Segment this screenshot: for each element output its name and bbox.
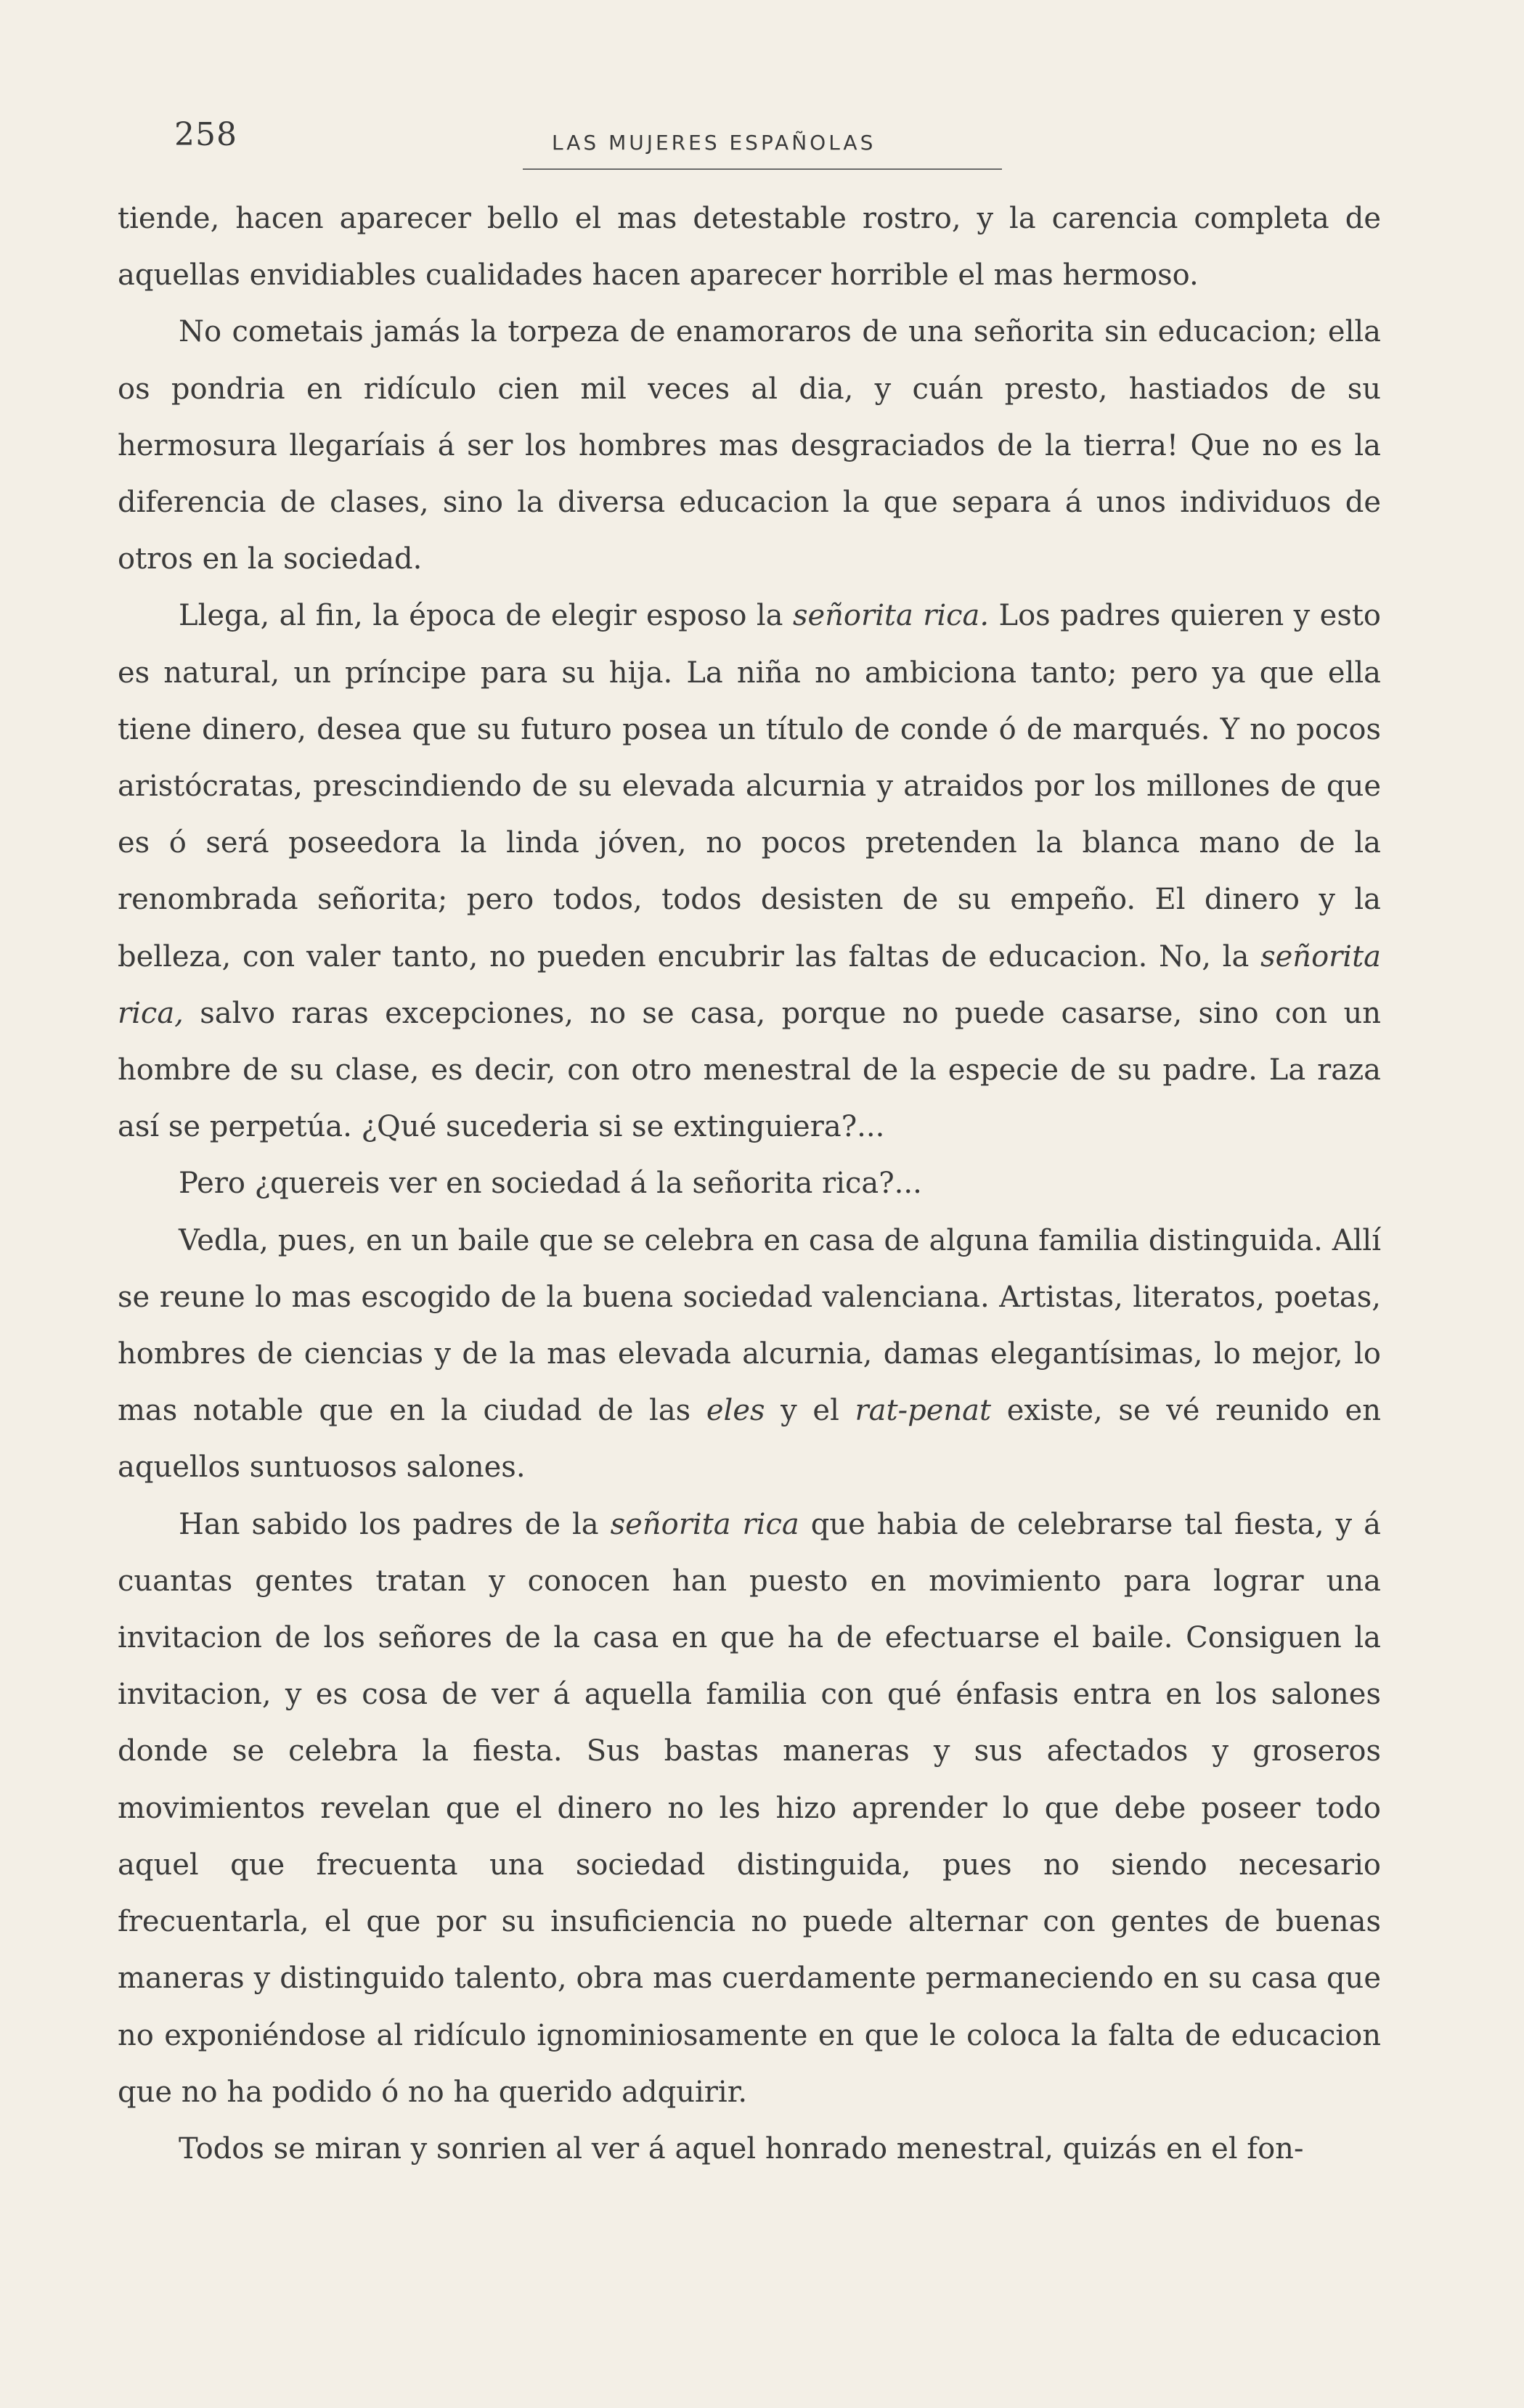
- paragraph: [118, 587, 1381, 1155]
- paragraph-text: Vedla, pues, en un baile que se celebra en casa de alguna familia distinguida. Allí se reune lo mas escogido de la buena sociedad valenciana. Artistas, literatos, poetas, hombres de ciencias y de la mas elevada alcurnia, damas elegantísimas, lo mejor, lo mas notable que en la ciudad de las: [118, 1223, 1381, 1428]
- italic-phrase: rat-penat: [855, 1394, 992, 1428]
- italic-phrase: señorita rica,: [118, 939, 1381, 1030]
- italic-phrase: señorita rica.: [792, 599, 990, 633]
- paragraph-text: tiende, hacen aparecer bello el mas detestable rostro, y la carencia completa de aquellas envidiables cualidades hacen aparecer horrible el mas hermoso.: [118, 202, 1381, 293]
- italic-phrase: eles: [706, 1394, 765, 1428]
- paragraph-text: No cometais jamás la torpeza de enamoraros de una señorita sin educacion; ella os pondria en ridículo cien mil veces al dia, y cuán presto, hastiados de su hermosura llegaríais á ser los hombres mas desgraciados de la tierra! Que no es la diferencia de clases, sino la diversa educacion la que separa á unos individuos de otros en la sociedad.: [118, 315, 1381, 576]
- paragraph: [118, 1155, 1381, 1212]
- paragraph-text: y el: [765, 1394, 855, 1428]
- paragraph-text: salvo raras excepciones, no se casa, porque no puede casarse, sino con un hombre de su clase, es decir, con otro menestral de la especie de su padre. La raza así se perpetúa. ¿Qué sucederia si se extinguiera?...: [118, 996, 1381, 1144]
- running-title: LAS MUJERES ESPAÑOLAS: [552, 131, 876, 155]
- paragraph: [118, 1496, 1381, 2121]
- paragraph: [118, 2121, 1381, 2177]
- paragraph: [118, 1212, 1381, 1496]
- page-header: [0, 116, 1524, 174]
- body-text: [118, 190, 1381, 2177]
- paragraph-text: Todos se miran y sonrien al ver á aquel honrado menestral, quizás en el fon-: [179, 2131, 1304, 2166]
- paragraph-text: Pero ¿quereis ver en sociedad á la señorita rica?...: [179, 1167, 922, 1201]
- italic-phrase: señorita rica: [610, 1507, 799, 1541]
- paragraph-text: Los padres quieren y esto es natural, un príncipe para su hija. La niña no ambiciona tanto; pero ya que ella tiene dinero, desea que su futuro posea un título de conde ó de marqués. Y no pocos aristócratas, prescindiendo de su elevada alcurnia y atraidos por los millones de que es ó será poseedora la linda jóven, no pocos pretenden la blanca mano de la renombrada señorita; pero todos, todos desisten de su empeño. El dinero y la belleza, con valer tanto, no pueden encubrir las faltas de educacion. No, la: [118, 599, 1382, 974]
- page-number: 258: [174, 116, 237, 153]
- paragraph: [118, 303, 1381, 587]
- paragraph-text: existe, se vé reunido en aquellos suntuosos salones.: [118, 1394, 1381, 1485]
- paragraph-text: que habia de celebrarse tal fiesta, y á cuantas gentes tratan y conocen han puesto en movimiento para lograr una invitacion de los señores de la casa en que ha de efectuarse el baile. Consiguen la invitacion, y es cosa de ver á aquella familia con qué énfasis entra en los salones donde se celebra la fiesta. Sus bastas maneras y sus afectados y groseros movimientos revelan que el dinero no les hizo aprender lo que debe poseer todo aquel que frecuenta una sociedad distinguida, pues no siendo necesario frecuentarla, el que por su insuficiencia no puede alternar con gentes de buenas maneras y distinguido talento, obra mas cuerdamente permaneciendo en su casa que no exponiéndose al ridículo ignominiosamente en que le coloca la falta de educacion que no ha podido ó no ha querido adquirir.: [118, 1507, 1381, 2109]
- paragraph-text: Llega, al fin, la época de elegir esposo la: [179, 599, 793, 633]
- paragraph: [118, 190, 1381, 303]
- paragraph-text: Han sabido los padres de la: [179, 1507, 611, 1541]
- header-rule: [523, 168, 1002, 170]
